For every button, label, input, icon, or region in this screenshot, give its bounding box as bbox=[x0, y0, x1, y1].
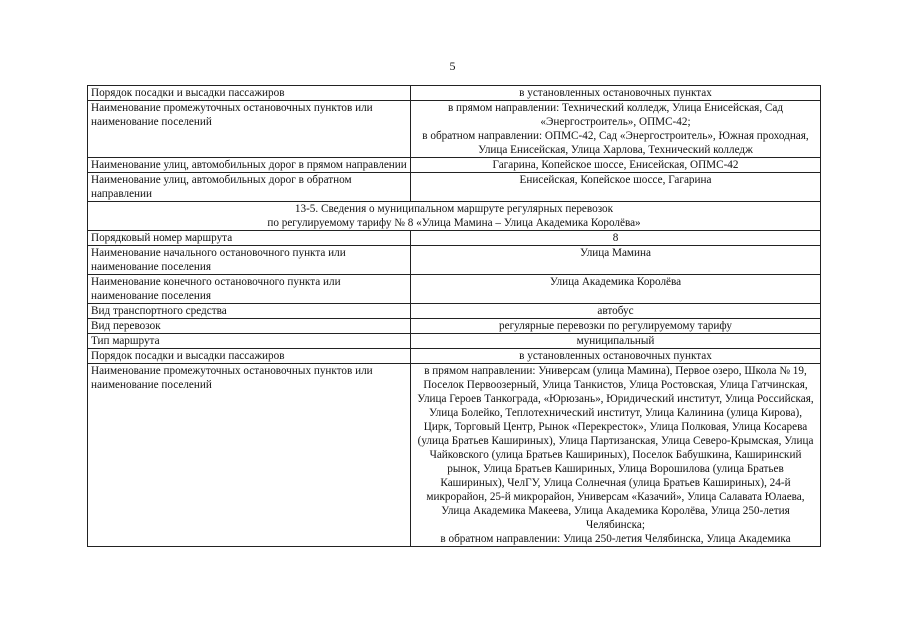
table-row bbox=[88, 158, 821, 173]
value-line: в прямом направлении: Технический колледж, Улица Енисейская, Сад «Энергостроитель», ОПМС-42; bbox=[447, 102, 784, 128]
table-row bbox=[88, 349, 821, 364]
row-label: Вид перевозок bbox=[88, 319, 411, 334]
row-label: Наименование улиц, автомобильных дорог в обратном направлении bbox=[88, 173, 411, 202]
row-value bbox=[411, 334, 821, 349]
row-value bbox=[411, 304, 821, 319]
row-value bbox=[411, 158, 821, 173]
value-line: регулярные перевозки по регулируемому тарифу bbox=[499, 320, 732, 332]
section-title bbox=[88, 202, 821, 231]
value-line: в обратном направлении: ОПМС-42, Сад «Энергостроитель», Южная проходная, Улица Енисейская, Улица Харлова, Технический колледж bbox=[422, 130, 809, 156]
page-number: 5 bbox=[449, 59, 456, 73]
row-label: Порядок посадки и высадки пассажиров bbox=[88, 86, 411, 101]
value-line: в прямом направлении: Универсам (улица Мамина), Первое озеро, Школа № 19, Поселок Первоозерный, Улица Танкистов, Улица Ростовская, Улица Гатчинская, Улица Героев Танкограда, «Юрюзань», Юридический институт, Улица Российская, Улица Болейко, Теплотехнический институт, Улица Калинина (улица Кирова), Цирк, Торговый Центр, Рынок «Перекресток», Улица Полковая, Улица Косарева (улица Братьев Кашириных), Улица Партизанская, Улица Северо-Крымская, Улица Чайковского (улица Братьев Кашириных), Поселок Бабушкина, Каширинский рынок, Улица Братьев Кашириных, Улица Ворошилова (улица Братьев Кашириных), ЧелГУ, Улица Солнечная (улица Братьев Кашириных), 24-й микрорайон, 25-й микрорайон, Универсам «Казачий», Улица Салавата Юлаева, Улица Академика Макеева, Улица Академика Королёва, Улица 250-летия Челябинска; bbox=[417, 365, 814, 531]
row-label: Наименование конечного остановочного пункта или наименование поселения bbox=[88, 275, 411, 304]
row-value bbox=[411, 86, 821, 101]
value-line: муниципальный bbox=[576, 335, 655, 347]
route-table-body bbox=[88, 86, 821, 547]
value-line: автобус bbox=[597, 305, 634, 317]
row-label: Порядковый номер маршрута bbox=[88, 231, 411, 246]
value-line: Гагарина, Копейское шоссе, Енисейская, ОПМС-42 bbox=[492, 159, 739, 171]
row-label: Наименование промежуточных остановочных пунктов или наименование поселений bbox=[88, 101, 411, 158]
table-row bbox=[88, 364, 821, 547]
row-value bbox=[411, 364, 821, 547]
table-row bbox=[88, 319, 821, 334]
row-value bbox=[411, 349, 821, 364]
value-line: в обратном направлении: Улица 250-летия Челябинска, Улица Академика bbox=[440, 533, 791, 545]
section-header-row bbox=[88, 202, 821, 231]
row-label: Наименование начального остановочного пункта или наименование поселения bbox=[88, 246, 411, 275]
row-label: Вид транспортного средства bbox=[88, 304, 411, 319]
row-label: Порядок посадки и высадки пассажиров bbox=[88, 349, 411, 364]
row-label: Тип маршрута bbox=[88, 334, 411, 349]
value-line: в установленных остановочных пунктах bbox=[519, 350, 712, 362]
row-value bbox=[411, 101, 821, 158]
row-value bbox=[411, 319, 821, 334]
section-title-line: по регулируемому тарифу № 8 «Улица Мамина – Улица Академика Королёва» bbox=[267, 217, 641, 229]
value-line: Енисейская, Копейское шоссе, Гагарина bbox=[519, 174, 712, 186]
table-row bbox=[88, 101, 821, 158]
row-value bbox=[411, 246, 821, 275]
table-row bbox=[88, 246, 821, 275]
row-value bbox=[411, 231, 821, 246]
value-line: 8 bbox=[612, 232, 619, 244]
row-label: Наименование промежуточных остановочных пунктов или наименование поселений bbox=[88, 364, 411, 547]
table-row bbox=[88, 275, 821, 304]
row-label: Наименование улиц, автомобильных дорог в прямом направлении bbox=[88, 158, 411, 173]
value-line: в установленных остановочных пунктах bbox=[519, 87, 712, 99]
section-title-line: 13-5. Сведения о муниципальном маршруте регулярных перевозок bbox=[294, 203, 614, 215]
table-row bbox=[88, 173, 821, 202]
table-row bbox=[88, 231, 821, 246]
table-row bbox=[88, 86, 821, 101]
row-value bbox=[411, 173, 821, 202]
route-table bbox=[87, 85, 821, 547]
table-row bbox=[88, 334, 821, 349]
table-row bbox=[88, 304, 821, 319]
value-line: Улица Мамина bbox=[580, 247, 651, 259]
value-line: Улица Академика Королёва bbox=[549, 276, 682, 288]
row-value bbox=[411, 275, 821, 304]
